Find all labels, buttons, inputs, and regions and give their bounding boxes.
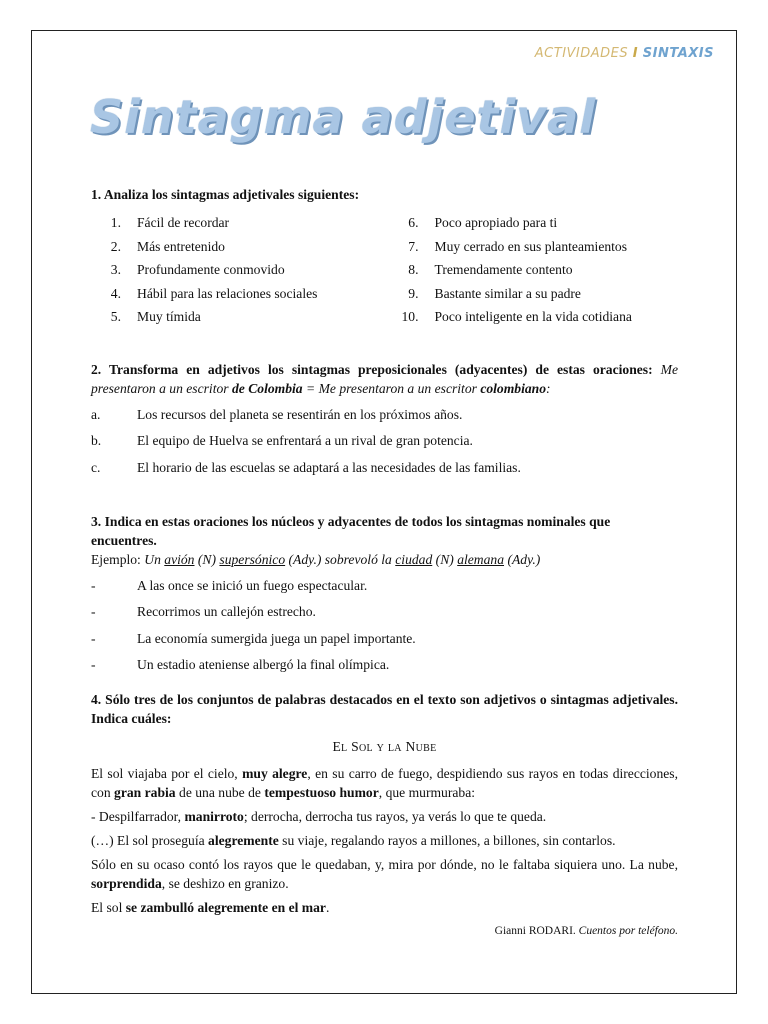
story-paragraph <box>91 855 678 893</box>
list-item <box>91 572 678 599</box>
item-text: Bastante similar a su padre <box>434 285 581 301</box>
example-tag: (N) <box>435 552 454 567</box>
item-text: Los recursos del planeta se resentirán en los próximos años. <box>137 406 463 422</box>
highlighted-phrase: muy alegre <box>242 766 308 781</box>
item-number: 3. <box>110 262 121 278</box>
item-number: 7. <box>408 238 419 254</box>
list-item <box>91 235 385 259</box>
list-item <box>91 211 385 235</box>
item-text: Fácil de recordar <box>137 215 230 231</box>
item-number: 5. <box>110 309 121 325</box>
item-bullet: - <box>91 604 96 620</box>
story-text: ; derrocha, derrocha tus rayos, ya verás lo que te queda. <box>243 809 547 824</box>
section-tag-activities: ACTIVIDADES <box>534 46 629 61</box>
exercise-2-example-part: Me presentaron a un escritor <box>91 362 678 396</box>
list-item <box>91 282 385 306</box>
example-noun-core: ciudad <box>395 552 433 567</box>
list-item <box>91 652 678 679</box>
story-paragraph <box>91 898 678 917</box>
item-text: Hábil para las relaciones sociales <box>137 285 318 301</box>
item-text: Recorrimos un callejón estrecho. <box>137 604 316 620</box>
exercise-4-prompt: 4. Sólo tres de los conjuntos de palabras destacados en el texto son adjetivos o sintagmas adjetivales. Indica cuáles: <box>91 692 678 726</box>
highlighted-phrase: manirroto <box>184 809 244 824</box>
list-item <box>385 211 679 235</box>
item-letter: c. <box>91 459 101 475</box>
exercise-2-prompt <box>91 360 678 398</box>
story-text: su viaje, regalando rayos a millones, a billones, sin contarlos. <box>282 833 616 848</box>
item-text: A las once se inició un fuego espectacular. <box>137 577 368 593</box>
page-title: Sintagma adjetival <box>90 90 597 144</box>
list-item <box>91 258 385 282</box>
exercise-3-list <box>91 572 678 678</box>
section-tag-separator: I <box>632 46 639 61</box>
story-text: Sólo en su ocaso contó los rayos que le quedaban, y, mira por dónde, no le faltaba siquiera uno. La nube, <box>91 857 678 872</box>
exercise-2-example-bold: de Colombia <box>231 381 303 396</box>
list-item <box>91 625 678 652</box>
exercise-1-list <box>91 211 678 329</box>
exercise-2-example-colon: : <box>546 381 551 396</box>
item-text: Tremendamente contento <box>434 262 573 278</box>
story-paragraph <box>91 807 678 826</box>
exercise-2 <box>91 360 678 481</box>
section-tag-syntax: SINTAXIS <box>642 46 714 61</box>
list-item <box>385 305 679 329</box>
exercise-1-number: 1. <box>91 187 102 202</box>
item-text: Poco inteligente en la vida cotidiana <box>434 309 632 325</box>
story-text: - Despilfarrador, <box>91 809 182 824</box>
story-paragraph <box>91 764 678 802</box>
example-label: Ejemplo: <box>91 552 141 567</box>
list-item <box>385 235 679 259</box>
exercise-2-example-part: = Me presentaron a un escritor <box>306 381 477 396</box>
list-item <box>91 305 385 329</box>
list-item <box>385 282 679 306</box>
item-letter: b. <box>91 433 102 449</box>
item-bullet: - <box>91 577 96 593</box>
story-text: (…) El sol proseguía <box>91 833 205 848</box>
story-text: . <box>325 900 330 915</box>
highlighted-phrase: sorprendida <box>91 876 162 891</box>
exercise-3-prompt: 3. Indica en estas oraciones los núcleos y adyacentes de todos los sintagmas nominales que encuentres. <box>91 514 611 548</box>
example-adjacent: alemana <box>457 552 505 567</box>
story-text: , que murmuraba: <box>378 785 476 800</box>
story-text: , en su carro de fuego, despidiendo sus rayos en todas direcciones, con <box>91 766 678 800</box>
exercise-1 <box>91 185 678 329</box>
exercise-3 <box>91 512 678 678</box>
story-text: , se deshizo en granizo. <box>161 876 289 891</box>
exercise-2-list <box>91 401 678 481</box>
highlighted-phrase: se zambulló alegremente en el mar <box>125 900 326 915</box>
section-tag <box>535 46 714 61</box>
item-text: Poco apropiado para ti <box>434 215 558 231</box>
exercise-1-left-column <box>91 211 385 329</box>
story-text: de una nube de <box>179 785 261 800</box>
signature-book: Cuentos por teléfono. <box>578 925 678 937</box>
list-item <box>385 258 679 282</box>
story-text: El sol <box>91 900 123 915</box>
story-signature <box>91 922 678 941</box>
item-text: Más entretenido <box>137 238 225 254</box>
item-text: Profundamente conmovido <box>137 262 285 278</box>
item-text: El equipo de Huelva se enfrentará a un rival de gran potencia. <box>137 433 473 449</box>
list-item <box>91 401 678 428</box>
item-number: 10. <box>401 309 419 325</box>
item-number: 6. <box>408 215 419 231</box>
example-adjacent: supersónico <box>219 552 286 567</box>
item-text: Muy tímida <box>137 309 201 325</box>
example-tag: (Ady.) sobrevoló la <box>288 552 392 567</box>
item-text: Muy cerrado en sus planteamientos <box>434 238 628 254</box>
highlighted-phrase: gran rabia <box>114 785 176 800</box>
example-tag: (Ady.) <box>507 552 541 567</box>
story-text: El sol viajaba por el cielo, <box>91 766 238 781</box>
item-number: 2. <box>110 238 121 254</box>
item-number: 8. <box>408 262 419 278</box>
item-number: 4. <box>110 285 121 301</box>
item-text: La economía sumergida juega un papel importante. <box>137 630 416 646</box>
story-title: El Sol y la Nube <box>332 739 437 754</box>
signature-author: Gianni RODARI. <box>494 925 576 937</box>
example-word: Un <box>144 552 161 567</box>
list-item <box>91 599 678 626</box>
item-bullet: - <box>91 630 96 646</box>
exercise-1-text: Analiza los sintagmas adjetivales siguientes: <box>103 187 360 202</box>
exercise-3-example <box>91 550 678 569</box>
exercise-2-example-answer: colombiano <box>480 381 547 396</box>
item-text: Un estadio ateniense albergó la final olímpica. <box>137 657 390 673</box>
list-item <box>91 454 678 481</box>
exercise-1-prompt <box>91 185 678 204</box>
example-noun-core: avión <box>164 552 195 567</box>
example-tag: (N) <box>197 552 217 567</box>
item-number: 9. <box>408 285 419 301</box>
item-number: 1. <box>110 215 121 231</box>
exercise-2-text: 2. Transforma en adjetivos los sintagmas preposicionales (adyacentes) de estas oraciones: <box>91 362 653 377</box>
exercise-4 <box>91 690 678 941</box>
story-paragraph <box>91 831 678 850</box>
highlighted-phrase: tempestuoso humor <box>264 785 379 800</box>
item-bullet: - <box>91 657 96 673</box>
list-item <box>91 428 678 455</box>
item-letter: a. <box>91 406 101 422</box>
exercise-1-right-column <box>385 211 679 329</box>
item-text: El horario de las escuelas se adaptará a las necesidades de las familias. <box>137 459 521 475</box>
highlighted-phrase: alegremente <box>208 833 279 848</box>
